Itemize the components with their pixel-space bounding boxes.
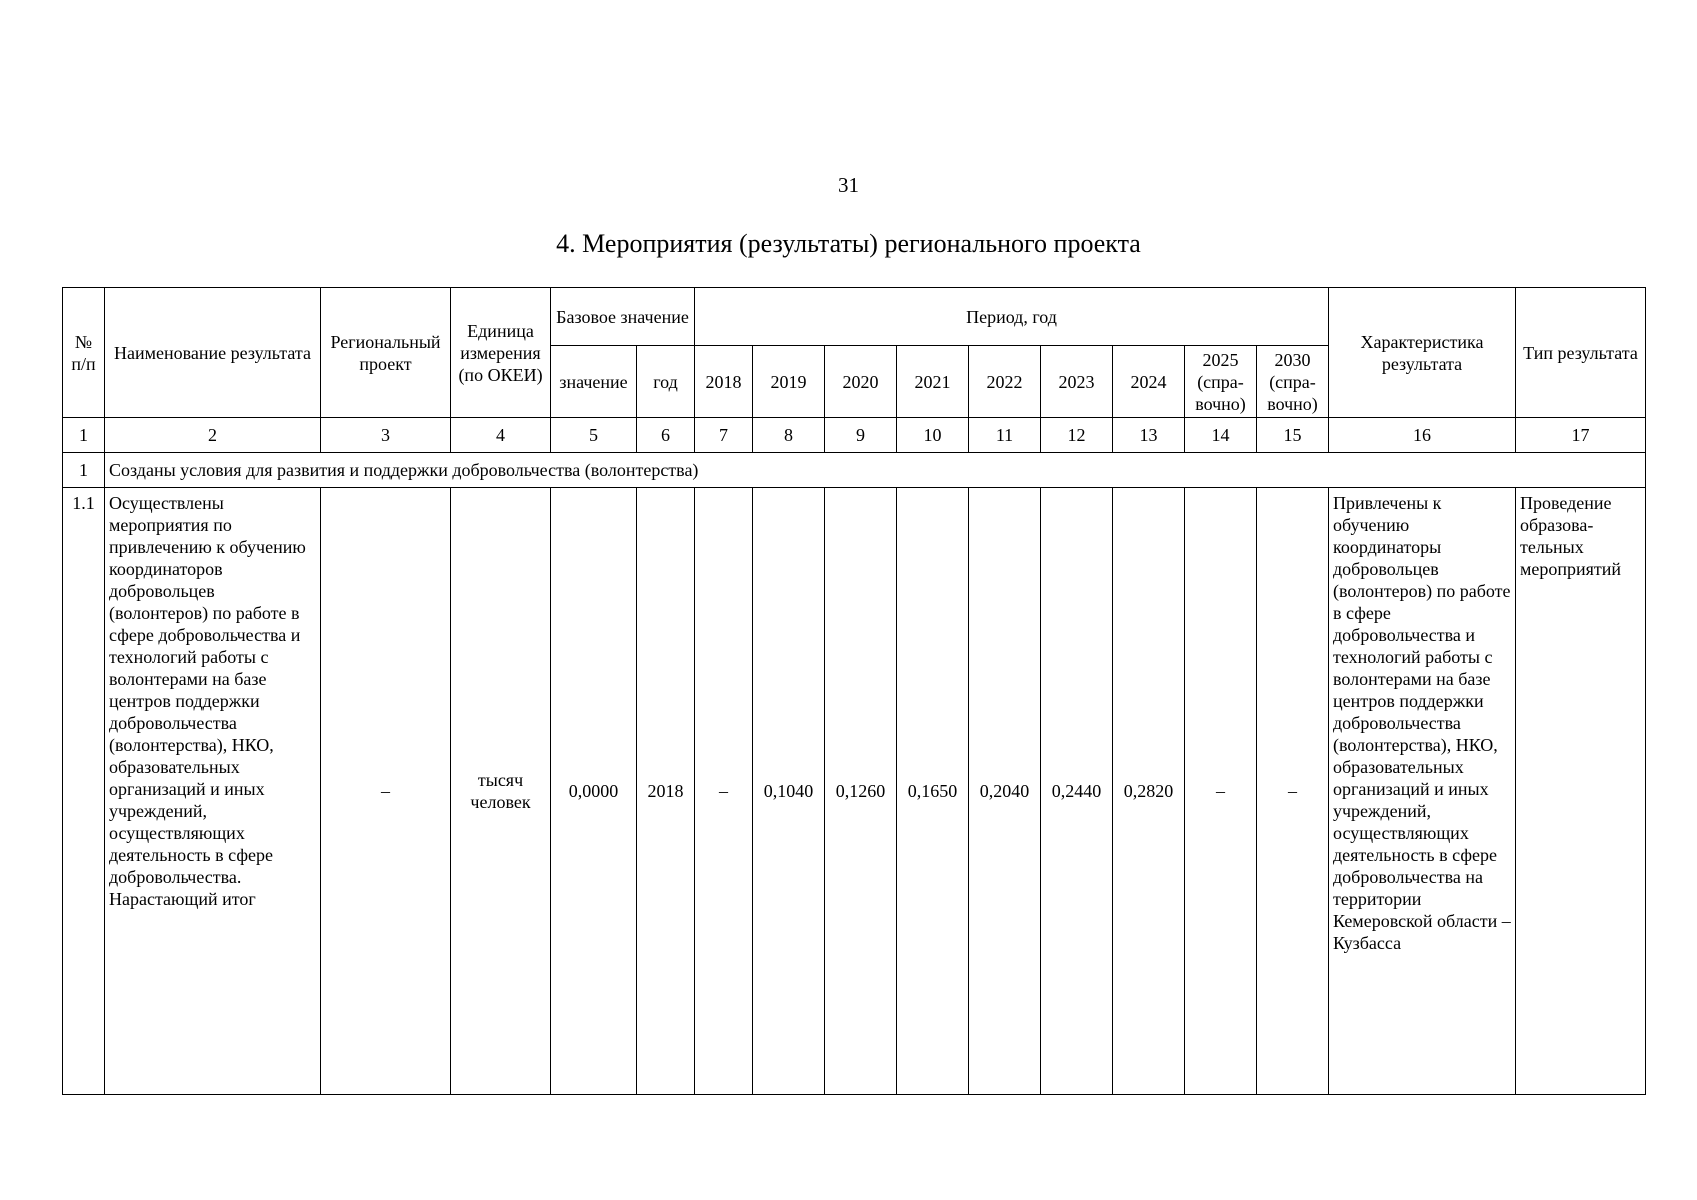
header-year-2030: 2030 (спра-вочно) bbox=[1257, 346, 1329, 418]
header-name: Наименование результата bbox=[105, 288, 321, 418]
page-number: 31 bbox=[838, 173, 859, 197]
row-value-2024: 0,2820 bbox=[1113, 488, 1185, 1095]
row-value-2030: – bbox=[1257, 488, 1329, 1095]
page-title: 4. Мероприятия (результаты) регионального проекта bbox=[556, 229, 1141, 258]
row-value-2025: – bbox=[1185, 488, 1257, 1095]
row-value-2022: 0,2040 bbox=[969, 488, 1041, 1095]
column-number: 13 bbox=[1113, 418, 1185, 453]
row-unit: тысяч человек bbox=[451, 488, 551, 1095]
column-number: 9 bbox=[825, 418, 897, 453]
results-table bbox=[62, 287, 1646, 1095]
header-period: Период, год bbox=[695, 288, 1329, 346]
header-year-2018: 2018 bbox=[695, 346, 753, 418]
table-row bbox=[63, 488, 1646, 1095]
column-numbers-row bbox=[63, 418, 1646, 453]
row-base-year: 2018 bbox=[637, 488, 695, 1095]
column-number: 1 bbox=[63, 418, 105, 453]
header-base-value-sub: значение bbox=[551, 346, 637, 418]
row-characteristic: Привлечены к обучению координаторы добровольцев (волонтеров) по работе в сфере добровольчества и технологий работы с волонтерами на базе центров поддержки добровольчества (волонтерства), НКО, образовательных организаций и иных учреждений, осуществляющих деятельность в сфере добровольчества на территории Кемеровской области – Кузбасса bbox=[1329, 488, 1516, 1095]
column-number: 6 bbox=[637, 418, 695, 453]
column-number: 4 bbox=[451, 418, 551, 453]
column-number: 16 bbox=[1329, 418, 1516, 453]
row-value-2020: 0,1260 bbox=[825, 488, 897, 1095]
header-unit: Единица измерения (по ОКЕИ) bbox=[451, 288, 551, 418]
column-number: 15 bbox=[1257, 418, 1329, 453]
row-value-2019: 0,1040 bbox=[753, 488, 825, 1095]
header-base-year-sub: год bbox=[637, 346, 695, 418]
header-base-value: Базовое значение bbox=[551, 288, 695, 346]
row-base-value: 0,0000 bbox=[551, 488, 637, 1095]
column-number: 14 bbox=[1185, 418, 1257, 453]
header-year-2025: 2025 (спра-вочно) bbox=[1185, 346, 1257, 418]
row-value-2018: – bbox=[695, 488, 753, 1095]
section-num: 1 bbox=[63, 453, 105, 488]
row-regional-project: – bbox=[321, 488, 451, 1095]
column-number: 5 bbox=[551, 418, 637, 453]
header-year-2024: 2024 bbox=[1113, 346, 1185, 418]
column-number: 8 bbox=[753, 418, 825, 453]
header-year-2023: 2023 bbox=[1041, 346, 1113, 418]
row-value-2023: 0,2440 bbox=[1041, 488, 1113, 1095]
section-row bbox=[63, 453, 1646, 488]
header-year-2019: 2019 bbox=[753, 346, 825, 418]
row-type: Проведение образова-тельных мероприятий bbox=[1516, 488, 1646, 1095]
row-value-2021: 0,1650 bbox=[897, 488, 969, 1095]
column-number: 12 bbox=[1041, 418, 1113, 453]
column-number: 7 bbox=[695, 418, 753, 453]
header-num: № п/п bbox=[63, 288, 105, 418]
column-number: 11 bbox=[969, 418, 1041, 453]
header-type: Тип результата bbox=[1516, 288, 1646, 418]
column-number: 10 bbox=[897, 418, 969, 453]
row-name: Осуществлены мероприятия по привлечению к обучению координаторов добровольцев (волонтеров) по работе в сфере добровольчества и технологий работы с волонтерами на базе центров поддержки добровольчества (волонтерства), НКО, образовательных организаций и иных учреждений, осуществляющих деятельность в сфере добровольчества. Нарастающий итог bbox=[105, 488, 321, 1095]
row-num: 1.1 bbox=[63, 488, 105, 1095]
header-year-2020: 2020 bbox=[825, 346, 897, 418]
section-name: Созданы условия для развития и поддержки добровольчества (волонтерства) bbox=[105, 453, 1646, 488]
header-year-2021: 2021 bbox=[897, 346, 969, 418]
column-number: 17 bbox=[1516, 418, 1646, 453]
header-characteristic: Характеристика результата bbox=[1329, 288, 1516, 418]
header-row-1 bbox=[63, 288, 1646, 346]
header-regional-project: Региональный проект bbox=[321, 288, 451, 418]
column-number: 2 bbox=[105, 418, 321, 453]
header-year-2022: 2022 bbox=[969, 346, 1041, 418]
column-number: 3 bbox=[321, 418, 451, 453]
